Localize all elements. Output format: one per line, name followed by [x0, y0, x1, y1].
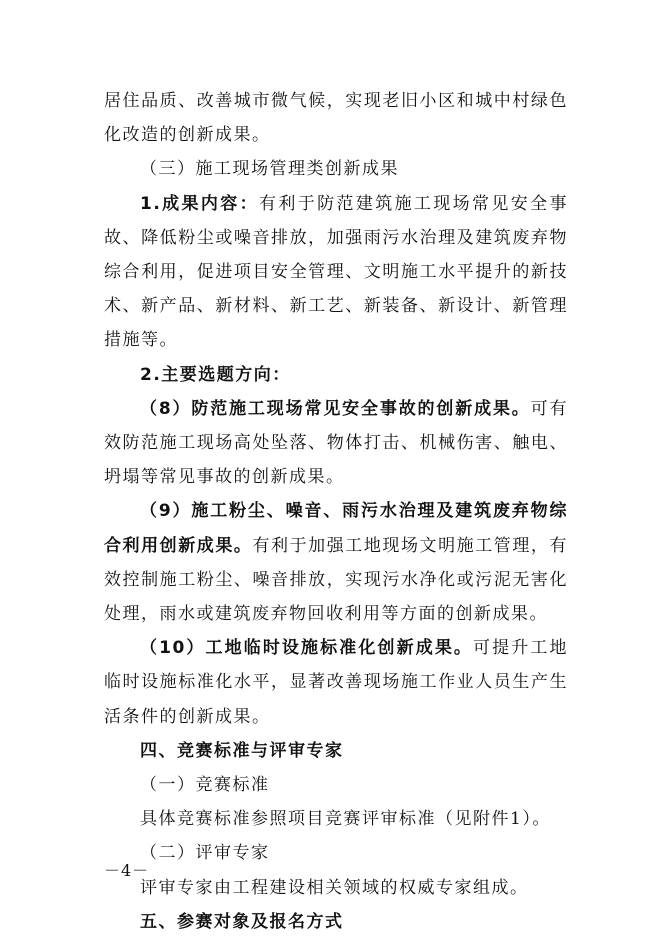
subheading-experts: （二）评审专家 — [140, 843, 270, 864]
paragraph-topic-10 — [104, 631, 568, 734]
section-heading-3: （三）施工现场管理类创新成果 — [140, 159, 399, 180]
topic-9-text: 有利于加强工地现场文明施工管理，有效控制施工粉尘、噪音排放，实现污水净化或污泥无害化处理，雨水或建筑废弃物回收利用等方面的创新成果。 — [104, 535, 568, 625]
topic-10-text: 可提升工地临时设施标准化水平，显著改善现场施工作业人员生产生活条件的创新成果。 — [104, 638, 568, 727]
section-heading-5: 五、参赛对象及报名方式 — [140, 911, 344, 932]
paragraph-experts: 评审专家由工程建设相关领域的权威专家组成。 — [140, 877, 529, 898]
subheading-standards: （一）竞赛标准 — [140, 775, 270, 796]
topic-10-title: （10）工地临时设施标准化创新成果。 — [140, 638, 474, 659]
section-heading-4: 四、竞赛标准与评审专家 — [140, 740, 344, 761]
paragraph-content — [104, 187, 568, 358]
topic-8-title: （8）防范施工现场常见安全事故的创新成果。 — [140, 398, 531, 419]
topic-8-text: 可有效防范施工现场高处坠落、物体打击、机械伤害、触电、坍塌等常见事故的创新成果。 — [104, 398, 569, 488]
label-content: 1.成果内容： — [140, 193, 259, 214]
paragraph-1: 居住品质、改善城市微气候，实现老旧小区和城中村绿色化改造的创新成果。 — [104, 91, 568, 146]
paragraph-standards: 具体竞赛标准参照项目竞赛评审标准（见附件1）。 — [140, 809, 551, 830]
page-number: －4－ — [104, 861, 150, 880]
label-topics: 2.主要选题方向： — [140, 364, 291, 385]
paragraph-topic-9 — [104, 494, 568, 631]
paragraph-topic-8 — [104, 392, 568, 495]
text-content: 有利于防范建筑施工现场常见安全事故、降低粉尘或噪音排放，加强雨污水治理及建筑废弃物综合利用，促进项目安全管理、文明施工水平提升的新技术、新产品、新材料、新工艺、新装备、新设计、新管理措施等。 — [104, 193, 569, 351]
topic-9-title: （9）施工粉尘、噪音、雨污水治理及建筑废弃物综合利用创新成果。 — [104, 501, 568, 556]
